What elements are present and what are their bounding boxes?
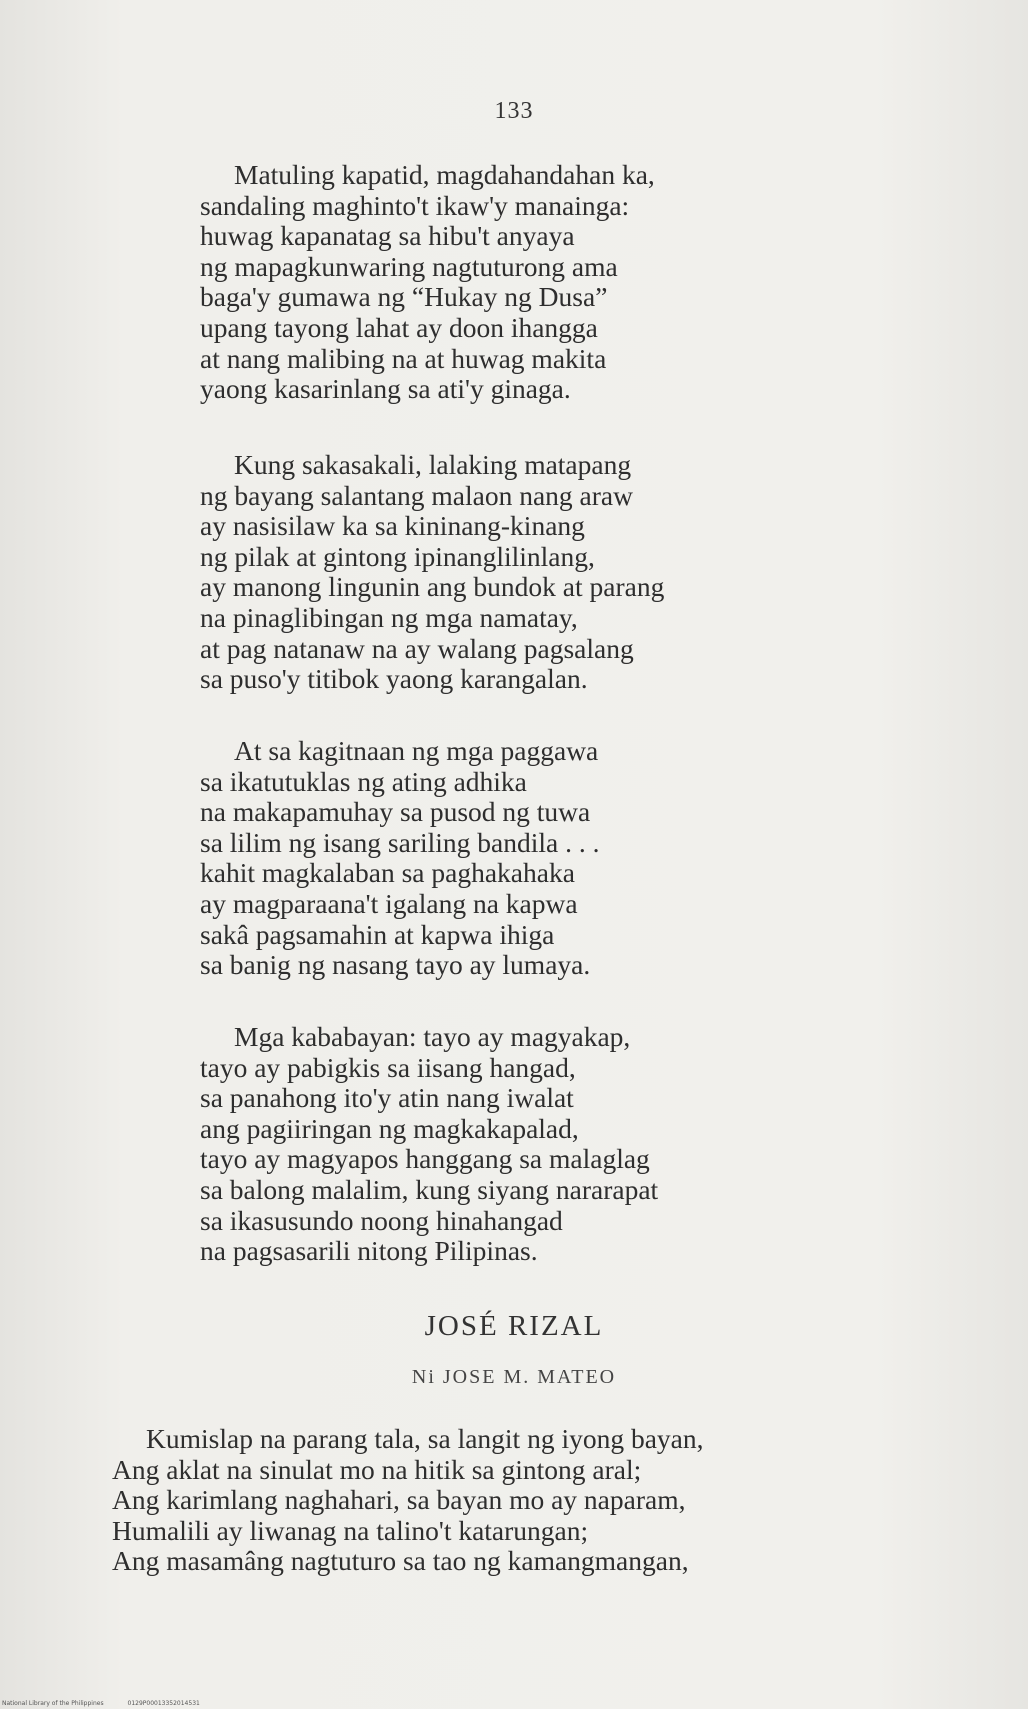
poem-line: baga'y gumawa ng “Hukay ng Dusa”: [200, 281, 608, 313]
poem-line: kahit magkalaban sa paghakahaka: [200, 857, 575, 889]
poem-line: sa ikatutuklas ng ating adhika: [200, 765, 527, 797]
poem-line: sa lilim ng isang sariling bandila . . .: [200, 826, 600, 858]
poem-line: sandaling maghinto't ikaw'y manainga:: [200, 189, 630, 221]
poem-title: JOSÉ RIZAL: [424, 1310, 604, 1342]
poem-line: na pagsasarili nitong Pilipinas.: [200, 1235, 538, 1267]
page-number: 133: [494, 98, 534, 124]
poem-line: tayo ay pabigkis sa iisang hangad,: [200, 1051, 576, 1083]
poem-line: ang pagiiringan ng magkakapalad,: [200, 1112, 579, 1144]
poem-line: Kung sakasakali, lalaking matapang: [234, 449, 632, 480]
library-credit: National Library of the Philippines: [2, 1700, 104, 1707]
poem-line: At sa kagitnaan ng mga paggawa: [234, 735, 599, 766]
poem-line: sa panahong ito'y atin nang iwalat: [200, 1082, 574, 1114]
poem-line: ng bayang salantang malaon nang araw: [200, 479, 633, 511]
poem-line: Ang aklat na sinulat mo na hitik sa gintong aral;: [112, 1453, 642, 1485]
stanza-2: [200, 450, 840, 695]
poem-line: sa ikasusundo noong hinahangad: [200, 1204, 563, 1236]
poem-line: sa puso'y titibok yaong karangalan.: [200, 663, 588, 695]
poem-line: huwag kapanatag sa hibu't anyaya: [200, 220, 575, 252]
poem-line: ay manong lingunin ang bundok at parang: [200, 571, 665, 603]
poem-line: Mga kababayan: tayo ay magyakap,: [234, 1021, 631, 1052]
poem-line: ay nasisilaw ka sa kininang-kinang: [200, 510, 585, 542]
stanza-3: [200, 736, 840, 981]
poem-line: na makapamuhay sa pusod ng tuwa: [200, 796, 591, 828]
stanza-1: [200, 160, 840, 405]
scan-id: 0129P00013352014531: [127, 1700, 200, 1707]
poem-line: Ang karimlang naghahari, sa bayan mo ay naparam,: [112, 1484, 686, 1516]
poem-line: at nang malibing na at huwag makita: [200, 342, 607, 374]
poem-line: tayo ay magyapos hanggang sa malaglag: [200, 1143, 650, 1175]
stanza-4: [200, 1022, 840, 1267]
poem-line: Ang masamâng nagtuturo sa tao ng kamangmangan,: [112, 1545, 689, 1577]
poem-line: ay magparaana't igalang na kapwa: [200, 887, 578, 919]
poem-line: sa banig ng nasang tayo ay lumaya.: [200, 949, 591, 981]
poem-line: at pag natanaw na ay walang pagsalang: [200, 632, 634, 664]
poem-line: upang tayong lahat ay doon ihangga: [200, 311, 598, 343]
poem-line: sakâ pagsamahin at kapwa ihiga: [200, 918, 555, 950]
poem-line: Humalili ay liwanag na talino't katarungan;: [112, 1514, 589, 1546]
poem-2-stanza-1: [112, 1424, 952, 1577]
poem-line: yaong kasarinlang sa ati'y ginaga.: [200, 373, 571, 405]
poem-byline: Ni JOSE M. MATEO: [411, 1366, 617, 1388]
poem-line: Matuling kapatid, magdahandahan ka,: [234, 159, 655, 190]
scan-footer: [2, 1700, 222, 1707]
poem-line: ng pilak at gintong ipinanglilinlang,: [200, 540, 595, 572]
poem-line: sa balong malalim, kung siyang nararapat: [200, 1173, 659, 1205]
poem-line: Kumislap na parang tala, sa langit ng iyong bayan,: [146, 1423, 704, 1454]
poem-line: na pinaglibingan ng mga namatay,: [200, 601, 578, 633]
poem-line: ng mapagkunwaring nagtuturong ama: [200, 250, 618, 282]
